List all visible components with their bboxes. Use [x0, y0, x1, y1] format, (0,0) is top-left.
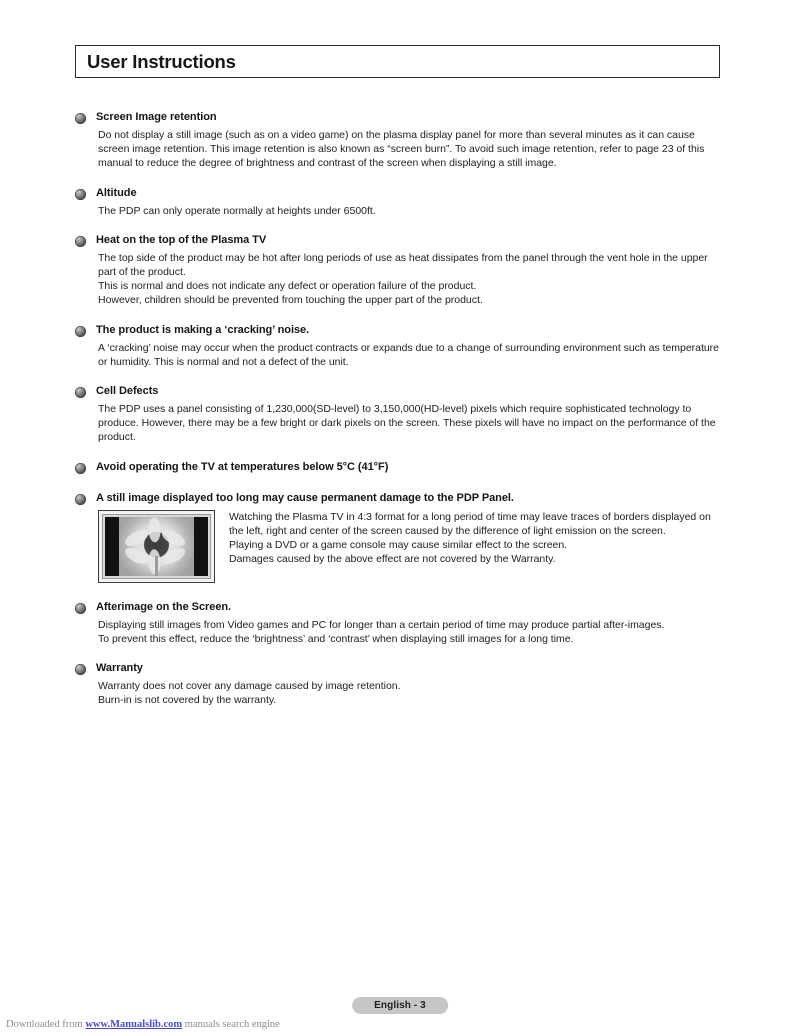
section-still-image-damage: [75, 491, 725, 583]
section-altitude: [75, 186, 725, 218]
bullet-sphere-icon: [75, 387, 86, 398]
paragraph: Playing a DVD or a game console may cause similar effect to the screen.: [229, 539, 568, 552]
section-body: [96, 251, 725, 308]
page-number-badge: English - 3: [352, 997, 448, 1014]
paragraph: However, children should be prevented from touching the upper part of the product.: [98, 294, 483, 307]
section-body: [96, 402, 725, 445]
tv-screen: [105, 517, 208, 576]
paragraph: This is normal and does not indicate any defect or operation failure of the product.: [98, 280, 477, 293]
section-body: [96, 341, 725, 369]
instructions-list: [75, 110, 725, 720]
watermark-prefix: Downloaded from: [6, 1019, 86, 1030]
tv-bezel: [102, 514, 211, 579]
section-heading: Warranty: [96, 662, 143, 675]
sunflower-image: [119, 517, 193, 576]
bullet-sphere-icon: [75, 603, 86, 614]
section-heading: The product is making a ‘cracking’ noise.: [96, 323, 310, 336]
paragraph: Displaying still images from Video games and PC for longer than a certain period of time may produce partial after-images.: [98, 618, 665, 631]
page-title-box: [75, 45, 720, 78]
bullet-sphere-icon: [75, 664, 86, 675]
section-heading: Heat on the top of the Plasma TV: [96, 233, 267, 246]
section-heading: Cell Defects: [96, 385, 159, 398]
bullet-sphere-icon: [75, 326, 86, 337]
plasma-tv-illustration: [98, 510, 215, 583]
section-screen-image-retention: [75, 110, 725, 171]
manualslib-link[interactable]: www.Manualslib.com: [85, 1019, 183, 1030]
paragraph: Warranty does not cover any damage caused by image retention.: [98, 680, 401, 693]
page-title: User Instructions: [87, 50, 236, 72]
section-heading: Screen Image retention: [96, 111, 217, 123]
bullet-sphere-icon: [75, 236, 86, 247]
paragraph: To prevent this effect, reduce the ‘brightness’ and ‘contrast’ when displaying still images for a long time.: [98, 632, 574, 645]
paragraph: The PDP can only operate normally at heights under 6500ft.: [98, 204, 376, 217]
bullet-sphere-icon: [75, 463, 86, 474]
section-body: [96, 128, 725, 171]
section-avoid-low-temperature: [75, 460, 725, 474]
paragraph: Damages caused by the above effect are not covered by the Warranty.: [229, 553, 556, 566]
section-afterimage: [75, 600, 725, 646]
section-cell-defects: [75, 384, 725, 445]
paragraph: The top side of the product may be hot after long periods of use as heat dissipates from the panel through the vent hole in the upper part of the product.: [98, 251, 708, 279]
download-watermark: [6, 1019, 280, 1030]
figure-and-text-row: [96, 510, 725, 583]
section-warranty: [75, 661, 725, 707]
section-cracking-noise: [75, 323, 725, 369]
section-body: [96, 679, 725, 707]
paragraph: Burn-in is not covered by the warranty.: [98, 694, 277, 707]
section-body: [96, 618, 725, 646]
section-heading: A still image displayed too long may cause permanent damage to the PDP Panel.: [96, 491, 514, 504]
bullet-sphere-icon: [75, 113, 86, 124]
paragraph: Do not display a still image (such as on a video game) on the plasma display panel for more than several minutes as it can cause screen image retention. This image retention is also known as “screen burn”. To avoid such image retention, refer to page 23 of this manual to reduce the degree of brightness and contrast of the screen when displaying a still image.: [98, 129, 705, 170]
section-body: [215, 510, 725, 567]
bullet-sphere-icon: [75, 189, 86, 200]
paragraph: The PDP uses a panel consisting of 1,230,000(SD-level) to 3,150,000(HD-level) pixels which require sophisticated technology to produce. However, there may be a few bright or dark pixels on the screen. These pixels will have no impact on the performance of the product.: [98, 403, 716, 444]
section-body: [96, 204, 725, 218]
watermark-suffix: manuals search engine: [182, 1019, 280, 1030]
section-heading: Avoid operating the TV at temperatures below 5°C (41°F): [96, 460, 389, 473]
bullet-sphere-icon: [75, 494, 86, 505]
section-heat-on-top: [75, 233, 725, 308]
section-heading: Altitude: [96, 186, 137, 199]
paragraph: A ‘cracking’ noise may occur when the product contracts or expands due to a change of surrounding environment such as temperature or humidity. This is normal and not a defect of the unit.: [98, 341, 719, 368]
section-heading: Afterimage on the Screen.: [96, 600, 232, 613]
sunflower-stem: [155, 556, 158, 576]
paragraph: Watching the Plasma TV in 4:3 format for a long period of time may leave traces of borders displayed on the left, right and center of the screen caused by the difference of light emission on the screen.: [229, 510, 711, 537]
